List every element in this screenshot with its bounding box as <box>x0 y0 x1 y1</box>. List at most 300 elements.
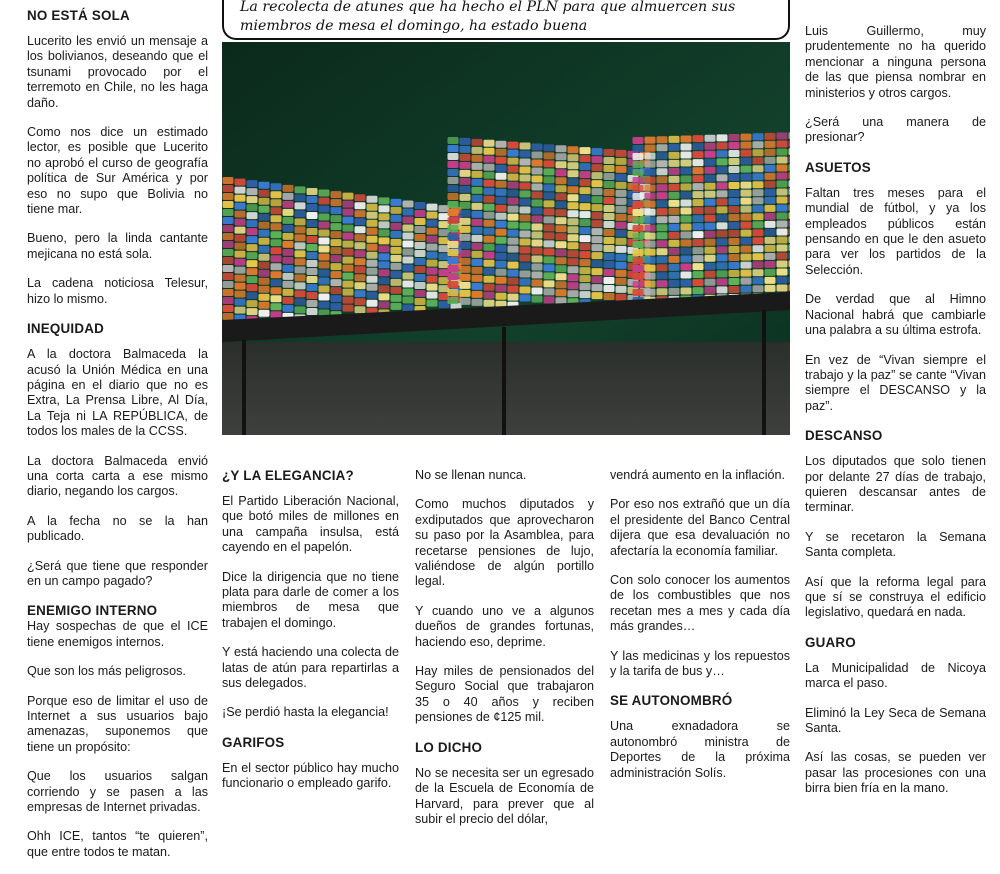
tuna-can <box>508 222 519 229</box>
paragraph: Y cuando uno ve a algunos dueños de grandes fortunas, haciendo eso, deprime. <box>415 603 594 649</box>
tuna-can <box>259 254 270 261</box>
tuna-can <box>616 150 627 157</box>
tuna-can <box>472 267 483 274</box>
tuna-can <box>496 221 507 228</box>
tuna-can <box>460 154 471 161</box>
column-2 <box>222 468 399 806</box>
section-heading: SE AUTONOMBRÓ <box>610 693 733 709</box>
tuna-can <box>777 172 788 179</box>
tuna-can <box>283 273 294 280</box>
tuna-can <box>520 255 531 262</box>
tuna-can <box>508 166 519 173</box>
tuna-can <box>532 271 543 278</box>
tuna-can <box>789 252 791 259</box>
tuna-can <box>645 265 656 272</box>
tuna-can <box>520 207 531 214</box>
tuna-can <box>223 249 234 256</box>
tuna-can <box>343 273 354 280</box>
tuna-can <box>496 269 507 276</box>
tuna-can <box>604 205 615 212</box>
tuna-can <box>259 198 270 205</box>
tuna-can <box>271 287 282 294</box>
tuna-can <box>379 197 390 204</box>
tuna-can <box>657 136 668 143</box>
photo-caption-box <box>222 0 790 40</box>
tuna-can <box>705 151 716 158</box>
tuna-can <box>520 231 531 238</box>
tuna-can <box>331 295 342 302</box>
tuna-can <box>741 150 752 157</box>
tuna-can <box>693 159 704 166</box>
tuna-can <box>532 215 543 222</box>
tuna-can <box>484 252 495 259</box>
tuna-can <box>633 265 644 272</box>
tuna-can <box>307 268 318 275</box>
tuna-can <box>592 172 603 179</box>
tuna-can <box>472 243 483 250</box>
paragraph: Así que la reforma legal para que sí se construya el edificio legislativo, quedará en nada. <box>805 574 986 620</box>
paragraph: Hay miles de pensionados del Seguro Social que trabajaron 35 o 40 años y reciben pensiones de ¢125 mil. <box>415 664 594 725</box>
tuna-can <box>729 238 740 245</box>
tuna-can <box>645 169 656 176</box>
tuna-can <box>223 305 234 312</box>
tuna-can <box>223 193 234 200</box>
tuna-can <box>544 144 555 151</box>
tuna-can <box>460 202 471 209</box>
tuna-can <box>633 249 644 256</box>
tuna-can <box>568 178 579 185</box>
tuna-can <box>391 231 402 238</box>
tuna-can <box>367 196 378 203</box>
tuna-can <box>717 158 728 165</box>
tuna-can <box>616 230 627 237</box>
tuna-can <box>693 151 704 158</box>
tuna-can <box>532 255 543 262</box>
tuna-can <box>580 163 591 170</box>
tuna-can <box>741 182 752 189</box>
tuna-can <box>391 199 402 206</box>
tuna-can <box>556 241 567 248</box>
tuna-can <box>580 251 591 258</box>
tuna-can <box>544 192 555 199</box>
tuna-can <box>669 208 680 215</box>
tuna-can <box>753 205 764 212</box>
tuna-can <box>544 184 555 191</box>
tuna-can <box>681 151 692 158</box>
paragraph: Eliminó la Ley Seca de Semana Santa. <box>805 705 986 735</box>
tuna-can <box>681 175 692 182</box>
tuna-can <box>460 226 471 233</box>
tuna-can <box>460 290 471 297</box>
tuna-can <box>520 199 531 206</box>
tuna-can <box>568 146 579 153</box>
tuna-can <box>283 265 294 272</box>
tuna-can <box>669 176 680 183</box>
tuna-can <box>729 214 740 221</box>
tuna-can <box>472 227 483 234</box>
tuna-can <box>448 169 459 176</box>
tuna-can <box>484 228 495 235</box>
tuna-can <box>753 165 764 172</box>
tuna-can <box>496 293 507 300</box>
tuna-can <box>259 246 270 253</box>
tuna-can <box>753 285 764 292</box>
tuna-can <box>484 196 495 203</box>
tuna-can <box>532 191 543 198</box>
tuna-can <box>223 201 234 208</box>
tuna-can <box>355 226 366 233</box>
tuna-can <box>669 224 680 231</box>
tuna-can <box>568 218 579 225</box>
tuna-can <box>645 137 656 144</box>
tuna-can <box>259 294 270 301</box>
tuna-can <box>580 203 591 210</box>
tuna-can <box>460 186 471 193</box>
tuna-can <box>508 142 519 149</box>
tuna-can <box>415 218 426 225</box>
tuna-can <box>645 281 656 288</box>
tuna-can <box>496 237 507 244</box>
tuna-can <box>616 278 627 285</box>
tuna-can <box>235 291 246 298</box>
tuna-can <box>532 199 543 206</box>
tuna-can <box>367 212 378 219</box>
tuna-can <box>592 292 603 299</box>
tuna-can <box>681 207 692 214</box>
tuna-can <box>633 145 644 152</box>
tuna-can <box>604 261 615 268</box>
tuna-can <box>556 225 567 232</box>
tuna-can <box>556 249 567 256</box>
tuna-can <box>568 258 579 265</box>
tuna-can <box>556 257 567 264</box>
tuna-can <box>568 290 579 297</box>
tuna-can <box>789 172 791 179</box>
tuna-can <box>645 257 656 264</box>
tuna-can <box>777 284 788 291</box>
tuna-can <box>765 205 776 212</box>
paragraph: ¡Se perdió hasta la elegancia! <box>222 705 389 720</box>
tuna-can <box>789 228 791 235</box>
paragraph: Como muchos diputados y exdiputados que aprovecharon su paso por la Asamblea, para recetarse pensiones de lujo, valiéndose de algún portillo legal. <box>415 497 594 589</box>
tuna-can <box>427 292 438 299</box>
tuna-can <box>415 250 426 257</box>
tuna-can <box>681 199 692 206</box>
paragraph: Una exnadadora se autonombró ministra de Deportes de la próxima administración Solís. <box>610 719 790 780</box>
tuna-can <box>532 247 543 254</box>
tuna-can <box>669 168 680 175</box>
tuna-can <box>544 208 555 215</box>
tuna-can <box>391 295 402 302</box>
tuna-can <box>223 281 234 288</box>
tuna-can <box>681 239 692 246</box>
tuna-can <box>403 256 414 263</box>
tuna-can <box>460 210 471 217</box>
tuna-can <box>729 166 740 173</box>
tuna-can <box>544 280 555 287</box>
tuna-can <box>633 225 644 232</box>
tuna-can <box>753 149 764 156</box>
tuna-can <box>508 278 519 285</box>
tuna-can <box>472 203 483 210</box>
tuna-can <box>343 249 354 256</box>
tuna-can <box>645 225 656 232</box>
tuna-can <box>460 194 471 201</box>
tuna-can <box>604 285 615 292</box>
paragraph: La doctora Balmaceda envió una corta carta a ese mismo diario, negando los cargos. <box>27 453 208 499</box>
tuna-can <box>604 149 615 156</box>
tuna-can <box>604 189 615 196</box>
tuna-can <box>415 202 426 209</box>
tuna-can <box>223 265 234 272</box>
tuna-can <box>765 285 776 292</box>
tuna-can <box>331 199 342 206</box>
tuna-can <box>705 183 716 190</box>
tuna-can <box>259 222 270 229</box>
tuna-can <box>657 168 668 175</box>
tuna-can <box>777 212 788 219</box>
tuna-can <box>681 247 692 254</box>
tuna-can <box>777 268 788 275</box>
tuna-can <box>693 143 704 150</box>
tuna-can <box>508 238 519 245</box>
tuna-can <box>777 196 788 203</box>
tuna-can <box>520 143 531 150</box>
tuna-can <box>460 138 471 145</box>
tuna-can <box>777 276 788 283</box>
tuna-can <box>645 249 656 256</box>
tuna-can <box>283 289 294 296</box>
tuna-can <box>367 292 378 299</box>
tuna-can <box>496 157 507 164</box>
tuna-can <box>355 298 366 305</box>
tuna-can <box>508 182 519 189</box>
tuna-can <box>580 227 591 234</box>
tuna-can <box>484 220 495 227</box>
tuna-can <box>235 267 246 274</box>
tuna-can <box>693 263 704 270</box>
tuna-can <box>247 196 258 203</box>
tuna-can <box>403 216 414 223</box>
tuna-can <box>472 235 483 242</box>
tuna-can <box>604 165 615 172</box>
tuna-can <box>741 254 752 261</box>
tuna-can <box>616 190 627 197</box>
tuna-can <box>556 273 567 280</box>
tuna-can <box>669 240 680 247</box>
tuna-can <box>343 297 354 304</box>
tuna-can <box>307 204 318 211</box>
tuna-can <box>520 183 531 190</box>
tuna-can <box>403 224 414 231</box>
tuna-can <box>544 168 555 175</box>
tuna-can <box>669 288 680 295</box>
tuna-can <box>532 287 543 294</box>
tuna-can <box>693 191 704 198</box>
tuna-can <box>427 268 438 275</box>
tuna-can <box>657 192 668 199</box>
tuna-can <box>681 191 692 198</box>
tuna-can <box>343 281 354 288</box>
tuna-can <box>319 222 330 229</box>
tuna-can <box>223 273 234 280</box>
tuna-can <box>295 298 306 305</box>
tuna-can <box>343 265 354 272</box>
tuna-can <box>705 167 716 174</box>
tuna-can <box>403 304 414 311</box>
tuna-can <box>669 136 680 143</box>
tuna-can <box>544 176 555 183</box>
tuna-can <box>777 164 788 171</box>
tuna-can <box>283 225 294 232</box>
tuna-can <box>343 257 354 264</box>
tuna-can <box>729 230 740 237</box>
tuna-can <box>496 285 507 292</box>
tuna-can <box>259 190 270 197</box>
tuna-can <box>391 279 402 286</box>
tuna-can <box>223 217 234 224</box>
tuna-can <box>532 151 543 158</box>
tuna-can <box>247 268 258 275</box>
tuna-can <box>283 193 294 200</box>
tuna-can <box>331 231 342 238</box>
tuna-can <box>669 256 680 263</box>
tuna-can <box>448 241 459 248</box>
tuna-can <box>448 281 459 288</box>
tuna-can <box>765 133 776 140</box>
tuna-can <box>705 287 716 294</box>
tuna-can <box>604 221 615 228</box>
tuna-can <box>319 238 330 245</box>
tuna-can <box>379 269 390 276</box>
tuna-can <box>705 175 716 182</box>
tuna-can <box>777 260 788 267</box>
tuna-can <box>717 182 728 189</box>
tuna-can <box>472 299 483 306</box>
tuna-can <box>580 195 591 202</box>
column-4 <box>610 468 790 795</box>
tuna-can <box>520 239 531 246</box>
tuna-can <box>391 247 402 254</box>
tuna-can <box>223 209 234 216</box>
tuna-can <box>729 270 740 277</box>
tuna-can <box>403 288 414 295</box>
tuna-can <box>271 263 282 270</box>
paragraph: Porque eso de limitar el uso de Internet a sus usuarios bajo amenazas, suponemos que tiene un propósito: <box>27 693 208 754</box>
section-heading: DESCANSO <box>805 428 883 444</box>
tuna-can <box>247 204 258 211</box>
tuna-can <box>741 238 752 245</box>
tuna-can <box>705 199 716 206</box>
tuna-can <box>391 287 402 294</box>
tuna-can <box>508 214 519 221</box>
tuna-can <box>247 188 258 195</box>
tuna-can <box>484 300 495 307</box>
tuna-can <box>729 262 740 269</box>
tuna-can <box>403 248 414 255</box>
tuna-can <box>753 269 764 276</box>
tuna-can <box>604 197 615 204</box>
tuna-can <box>295 266 306 273</box>
tuna-can <box>235 203 246 210</box>
tuna-can <box>657 216 668 223</box>
tuna-can <box>753 141 764 148</box>
tuna-can <box>741 190 752 197</box>
tuna-can <box>777 236 788 243</box>
tuna-can <box>669 232 680 239</box>
tuna-can <box>331 279 342 286</box>
paragraph: La cadena noticiosa Telesur, hizo lo mismo. <box>27 276 208 306</box>
tuna-can <box>496 181 507 188</box>
tuna-can <box>367 260 378 267</box>
tuna-can <box>765 141 776 148</box>
tuna-can <box>283 241 294 248</box>
tuna-can <box>391 255 402 262</box>
tuna-can <box>223 297 234 304</box>
section-heading: ASUETOS <box>805 159 871 175</box>
paragraph: Faltan tres meses para el mundial de fútbol, y ya los empleados públicos están pensando en que le den asueto para ver los partidos de la Selección. <box>805 185 986 277</box>
tuna-can <box>367 244 378 251</box>
tuna-can <box>415 290 426 297</box>
tuna-can <box>520 263 531 270</box>
tuna-can <box>705 207 716 214</box>
tuna-can <box>247 260 258 267</box>
tuna-can <box>556 169 567 176</box>
tuna-can <box>427 300 438 307</box>
tuna-can <box>753 229 764 236</box>
tuna-can <box>681 183 692 190</box>
tuna-can <box>556 177 567 184</box>
tuna-can <box>307 244 318 251</box>
tuna-can <box>681 167 692 174</box>
tuna-can <box>741 174 752 181</box>
tuna-can <box>508 150 519 157</box>
tuna-can <box>307 228 318 235</box>
paragraph: Lucerito les envió un mensaje a los bolivianos, deseando que el tsunami provocado por el terremoto en Chile, no les haga daño. <box>27 34 208 110</box>
tuna-can <box>448 145 459 152</box>
tuna-can <box>544 200 555 207</box>
tuna-can <box>235 235 246 242</box>
tuna-can <box>520 175 531 182</box>
tuna-can <box>484 212 495 219</box>
tuna-can <box>616 262 627 269</box>
tuna-can <box>271 295 282 302</box>
tuna-can <box>271 199 282 206</box>
tuna-can <box>508 158 519 165</box>
tuna-can <box>568 242 579 249</box>
tuna-can <box>568 162 579 169</box>
tuna-can <box>508 174 519 181</box>
tuna-can <box>580 291 591 298</box>
paragraph: ¿Será que tiene que responder en un campo pagado? <box>27 558 208 588</box>
paragraph: No se necesita ser un egresado de la Escuela de Economía de Harvard, para prever que al subir el precio del dólar, <box>415 765 594 826</box>
tuna-can <box>307 188 318 195</box>
tuna-can <box>693 183 704 190</box>
tuna-can <box>753 173 764 180</box>
tuna-can <box>247 236 258 243</box>
tuna-can <box>544 152 555 159</box>
tuna-can <box>717 286 728 293</box>
tuna-can <box>741 278 752 285</box>
tuna-can <box>729 246 740 253</box>
tuna-can <box>753 181 764 188</box>
tuna-can <box>271 191 282 198</box>
tuna-can <box>753 253 764 260</box>
tuna-can <box>427 284 438 291</box>
tuna-can <box>580 179 591 186</box>
tuna-can <box>235 179 246 186</box>
tuna-can <box>657 152 668 159</box>
